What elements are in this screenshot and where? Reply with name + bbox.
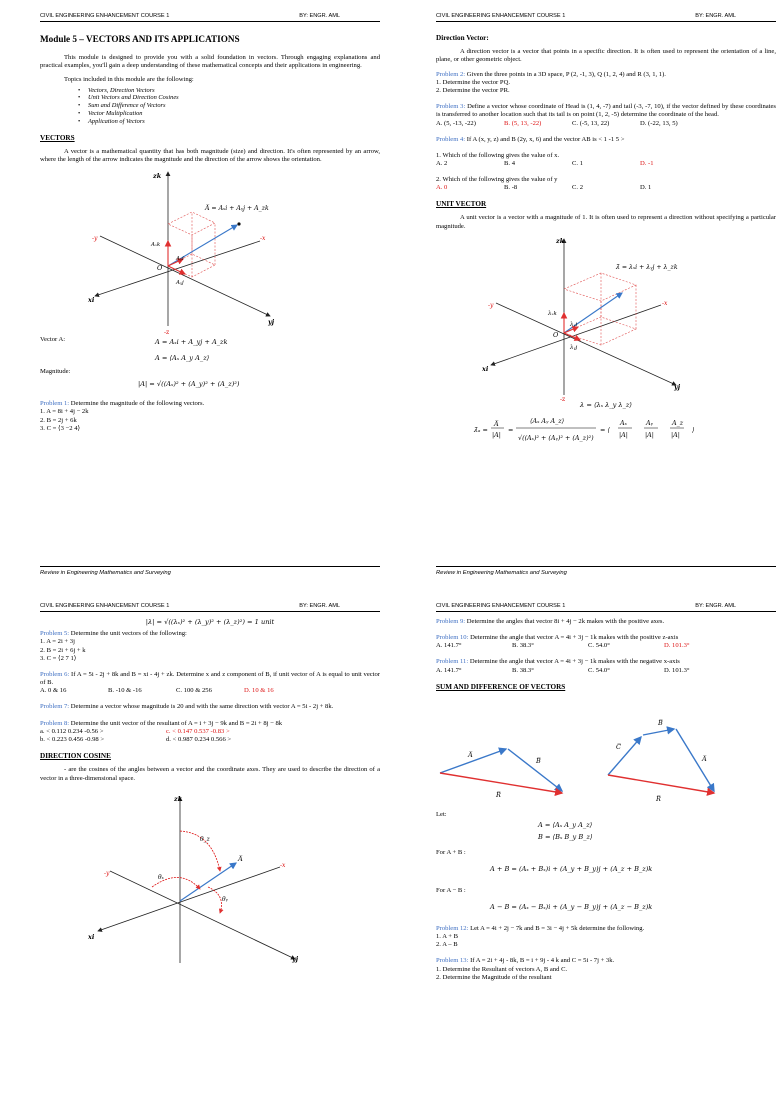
problem-text: If A = 2i + 4j - 8k, B = i + 9j - 4 k and C = 5i - 7j + 3k. (468, 957, 615, 965)
list-item: • Application of Vectors (88, 118, 380, 126)
intro-paragraph: This module is designed to provide you with a solid foundation in vectors. Through engaging explanations and practical examples, you'll gain a deep understanding of these mathematical concepts and their applications in engineering. (40, 54, 380, 70)
equation: A = ⟨Aₓ A_y A_z⟩ (155, 354, 210, 363)
svg-text:zk: zk (174, 794, 183, 803)
choice: A. 141.7° (436, 666, 462, 674)
problem-text: Determine a vector whose magnitude is 20 and with the same direction with vector A = 5i - 2j + 8k. (69, 703, 334, 711)
problem-text: Let A = 4i + 2j − 7k and B = 3i − 4j + 5k determine the following. (468, 924, 645, 932)
module-title: Module 5 – VECTORS AND ITS APPLICATIONS (40, 34, 240, 44)
page-1 (40, 10, 380, 576)
choice: B. -10 & -16 (108, 687, 142, 695)
problem-label: Problem 2: (436, 70, 466, 78)
svg-text:⟨Aₓ Aᵧ A_z⟩: ⟨Aₓ Aᵧ A_z⟩ (530, 417, 565, 426)
svg-text:=: = (508, 426, 514, 435)
list-item: 2. B = 2i + 6j + k (40, 646, 86, 654)
for-difference-label: For A − B : (436, 886, 466, 894)
vector-a-label: Vector A: (40, 336, 66, 344)
page-footer: Review in Engineering Mathematics and Surveying (436, 566, 776, 576)
choice: A. 0 & 16 (40, 687, 67, 695)
problem-text: If A (x, y, z) and B (2y, x, 6) and the vector AB is < 1 -1 5 > (465, 135, 625, 143)
section-heading-sum-difference: SUM AND DIFFERENCE OF VECTORS (436, 682, 566, 691)
choice: B. 4 (504, 160, 515, 168)
choice: A. 2 (436, 160, 448, 168)
choice-answer: A. 0 (436, 184, 448, 192)
page-footer: Review in Engineering Mathematics and Surveying (40, 566, 380, 576)
unit-vector-3d-diagram (436, 233, 776, 403)
svg-text:zk: zk (556, 236, 565, 245)
list-item: 1. A = 2i + 3j (40, 638, 75, 646)
equation: A − B = (Aₓ − Bₓ)i + (A_y − B_y)j + (A_z − B_z)k (490, 902, 653, 911)
problem-text: Determine the unit vectors of the following: (69, 630, 187, 638)
vectors-paragraph: A vector is a mathematical quantity that has both magnitude (size) and direction. It's often represented by an arrow, where the length of the arrow indicates the magnitude and the direction of the arrow shows the orientation. (40, 147, 380, 163)
list-item: • Unit Vectors and Direction Cosines (88, 94, 380, 102)
unit-paragraph: A unit vector is a vector with a magnitude of 1. It is often used to represent a direction without specifying a particular magnitude. (436, 214, 776, 230)
choices (436, 160, 776, 168)
choice: C. 54.0° (588, 666, 610, 674)
vector-a-equations (40, 336, 380, 400)
choice: D. 101.3° (664, 666, 690, 674)
page-2 (436, 10, 776, 576)
svg-text:R̅: R̅ (496, 790, 501, 799)
svg-text:|A|: |A| (645, 431, 654, 440)
svg-text:Aᵧi: Aᵧi (176, 256, 184, 263)
list-item: 2. Determine the vector PR. (436, 87, 510, 95)
svg-text:B̅: B̅ (658, 718, 663, 727)
list-item: • Vectors, Direction Vectors (88, 87, 380, 95)
vector-addition-diagrams (436, 697, 776, 807)
header-author: BY: ENGR. AML (299, 603, 340, 609)
list-item: 3. C = ⟨3 −2 4⟩ (40, 424, 81, 432)
list-item: 1. A = 8i + 4j − 2k (40, 408, 89, 416)
question: 2. Which of the following gives the value of y (436, 176, 558, 184)
topics-list (88, 87, 380, 126)
choice: B. -8 (504, 184, 518, 192)
header-course: CIVIL ENGINEERING ENHANCEMENT COURSE 1 (40, 603, 170, 609)
list-item: 2. A – B (436, 941, 458, 949)
svg-text:A̅: A̅ (468, 750, 473, 759)
choice: D. 1 (640, 184, 652, 192)
choices (40, 687, 380, 695)
svg-text:Aᵧ: Aᵧ (646, 419, 654, 428)
svg-text:B̅: B̅ (536, 756, 541, 765)
problem-label: Problem 4: (436, 135, 466, 143)
svg-text:θₓ: θₓ (158, 873, 164, 881)
header-author: BY: ENGR. AML (695, 603, 736, 609)
svg-text:xi: xi (88, 932, 95, 941)
svg-text:√((Aₓ)² + (Aᵧ)² + (A_z)²): √((Aₓ)² + (Aᵧ)² + (A_z)²) (518, 434, 594, 443)
svg-text:R̅: R̅ (656, 794, 661, 803)
equation: |λ| = √((λₓ)² + (λ_y)² + (λ_z)²) = 1 unit (145, 618, 275, 626)
svg-text:λₓk: λₓk (548, 310, 557, 317)
let-label: Let: (436, 810, 447, 818)
problem-label: Problem 3: (436, 103, 466, 111)
section-heading-direction: Direction Vector: (436, 34, 489, 42)
svg-text:λ̄ = λₓi + λᵧj + λ_zk: λ̄ = λₓi + λᵧj + λ_zk (616, 263, 678, 271)
page-header (436, 600, 776, 612)
choice: B. 38.3° (512, 666, 534, 674)
header-course: CIVIL ENGINEERING ENHANCEMENT COURSE 1 (40, 13, 170, 19)
choice: b. < 0.223 0.456 -0.98 > (40, 736, 105, 744)
equation: B = ⟨Bₓ B_y B_z⟩ (538, 832, 593, 841)
choice: A. 141.7° (436, 642, 462, 650)
page-header (40, 10, 380, 22)
problem-text: Determine the angle that vector A = 4i + 3j − 1k makes with the positive z-axis (468, 634, 679, 642)
list-item: • Sum and Difference of Vectors (88, 102, 380, 110)
choice: C. 54.0° (588, 642, 610, 650)
svg-text:Aᵧj: Aᵧj (176, 280, 184, 287)
choices (436, 120, 776, 128)
problem-label: Problem 9: (436, 618, 466, 625)
equation: λ = ⟨λₓ λ_y λ_z⟩ (580, 400, 632, 409)
svg-text:θ_z: θ_z (200, 835, 210, 843)
choices (436, 642, 776, 650)
svg-text:-y: -y (104, 869, 110, 877)
header-course: CIVIL ENGINEERING ENHANCEMENT COURSE 1 (436, 13, 566, 19)
problem-text: If A = 5i - 2j + 8k and B = xi - 4j + zk. Determine x and z component of B, if unit vector of A is equal to unit vector of B. (40, 671, 380, 687)
equation: A = Aₓi + A_yj + A_zk (155, 338, 228, 347)
choice-answer: c. < 0.147 0.537 -0.83 > (166, 727, 230, 735)
svg-text:Aₓ: Aₓ (620, 419, 627, 428)
choice-answer: D. 10 & 16 (244, 687, 274, 695)
choices (436, 667, 776, 675)
svg-text:= ⟨: = ⟨ (600, 426, 610, 435)
choice-answer: D. 101.3° (664, 642, 690, 650)
svg-text:yj: yj (292, 954, 299, 963)
choice: C. 2 (572, 184, 583, 192)
svg-text:⟩: ⟩ (692, 426, 695, 435)
page-header (436, 10, 776, 22)
problem-label: Problem 13: (436, 957, 469, 965)
cosine-paragraph: - are the cosines of the angles between a vector and the coordinate axes. They are used to describe the direction of a vector in a three-dimensional space. (40, 766, 380, 782)
choice: d. < 0.987 0.234 0.566 > (166, 736, 232, 744)
svg-text:yj: yj (268, 318, 275, 327)
equation: |A| = √((Aₓ)² + (A_y)² + (A_z)²) (138, 380, 240, 389)
svg-text:zk: zk (153, 172, 162, 181)
svg-text:A̅: A̅ (238, 854, 243, 863)
list-item: 2. B = 2j + 6k (40, 416, 77, 424)
for-sum-label: For A + B : (436, 848, 466, 856)
list-item: 2. Determine the Magnitude of the resultant (436, 973, 552, 981)
choice: A. (5, -13, -22) (436, 119, 476, 127)
problem-text: Determine the angles that vector 8i + 4j − 2k makes with the positive axes. (465, 618, 665, 625)
choice: D. (-22, 13, 5) (640, 119, 678, 127)
problem-label: Problem 6: (40, 671, 70, 679)
problem-text: Define a vector whose coordinate of Head is (1, 4, -7) and tail (-3, -7, 10), if the vector defined by these coordinates is transferred to another location such that its tail is on point (1, 2, -5) determine the coordinate of the head. (436, 103, 776, 119)
equation: A = ⟨Aₓ A_y A_z⟩ (538, 820, 593, 829)
list-item: • Vector Multiplication (88, 110, 380, 118)
svg-text:A_z: A_z (672, 419, 684, 428)
svg-text:A̅: A̅ (494, 420, 499, 429)
svg-text:A̅: A̅ (702, 754, 707, 763)
sum-difference-equations (436, 807, 776, 925)
list-item: 1. Determine the vector PQ. (436, 78, 510, 86)
choice-answer: D. -1 (640, 160, 654, 168)
problem-label: Problem 10: (436, 634, 469, 642)
choice-answer: B. (5, 13, -22) (504, 119, 542, 127)
svg-text:A̅ = Aₓi + Aᵧj + A_zk: A̅ = Aₓi + Aᵧj + A_zk (205, 205, 269, 213)
choices (40, 728, 380, 744)
svg-text:-z: -z (164, 329, 170, 337)
svg-text:|A|: |A| (671, 431, 680, 440)
question: 1. Which of the following gives the value of x. (436, 151, 560, 159)
page-3 (40, 600, 380, 1100)
list-item: 1. Determine the Resultant of vectors A, B and C. (436, 965, 568, 973)
header-author: BY: ENGR. AML (695, 13, 736, 19)
equation: A + B = (Aₓ + Bₓ)i + (A_y + B_y)j + (A_z + B_z)k (490, 864, 653, 873)
svg-text:-x: -x (260, 235, 266, 243)
magnitude-label: Magnitude: (40, 368, 71, 376)
problem-text: Determine the magnitude of the following vectors. (69, 400, 205, 408)
problem-label: Problem 11: (436, 658, 469, 666)
list-item: 3. C = ⟨2 7 1⟩ (40, 654, 77, 662)
svg-text:xi: xi (482, 364, 489, 373)
unit-vector-formula (436, 413, 776, 447)
svg-text:θᵧ: θᵧ (222, 895, 228, 903)
choice: C. (-5, 13, 22) (572, 119, 610, 127)
header-course: CIVIL ENGINEERING ENHANCEMENT COURSE 1 (436, 603, 566, 609)
svg-text:-z: -z (560, 395, 566, 403)
header-author: BY: ENGR. AML (299, 13, 340, 19)
direction-cosine-diagram (40, 791, 380, 961)
section-heading-unit-vector: UNIT VECTOR (436, 200, 487, 209)
problem-text: Determine the unit vector of the resultant of A = i + 3j − 9k and B = 2i + 8j − 8k (69, 719, 283, 727)
svg-text:Aₓk: Aₓk (151, 242, 161, 249)
svg-text:-y: -y (488, 301, 494, 309)
problem-label: Problem 5: (40, 630, 70, 638)
svg-text:O: O (157, 264, 163, 273)
direction-paragraph: A direction vector is a vector that points in a specific direction. It is often used to represent the orientation of a line, plane, or other geometric object. (436, 48, 776, 64)
svg-text:λᵧi: λᵧi (570, 321, 578, 328)
problem-label: Problem 1: (40, 400, 70, 408)
svg-text:-x: -x (662, 299, 668, 307)
svg-text:O: O (553, 330, 559, 339)
choice: C. 1 (572, 160, 583, 168)
vector-3d-diagram (40, 166, 380, 336)
svg-text:-x: -x (280, 861, 286, 869)
choices (436, 184, 776, 192)
svg-text:λᵧj: λᵧj (570, 344, 578, 351)
svg-text:|A|: |A| (619, 431, 628, 440)
section-heading-direction-cosine: DIRECTION COSINE (40, 752, 111, 761)
section-heading-vectors: VECTORS (40, 133, 75, 142)
problem-label: Problem 7: (40, 703, 70, 711)
svg-text:|A|: |A| (492, 431, 501, 440)
page-4 (436, 600, 776, 1100)
choice: B. 38.3° (512, 642, 534, 650)
svg-text:λ̄ₐ =: λ̄ₐ = (474, 426, 488, 435)
problem-text: Given the three points in a 3D space, P (2, -1, 3), Q (1, 2, 4) and R (3, 1, 1). (465, 70, 666, 78)
svg-text:C̅: C̅ (616, 742, 621, 751)
problem-text: Determine the angle that vector A = 4i + 3j − 1k makes with the negative x-axis (468, 658, 680, 666)
topics-heading: Topics included in this module are the following: (64, 76, 194, 84)
page-header (40, 600, 380, 612)
svg-text:xi: xi (88, 296, 95, 305)
list-item: 1. A + B (436, 933, 459, 941)
problem-label: Problem 8: (40, 719, 70, 727)
choice: C. 100 & 256 (176, 687, 212, 695)
problem-label: Problem 12: (436, 924, 469, 932)
svg-text:yj: yj (674, 382, 681, 391)
choice: a. < 0.112 0.234 -0.56 > (40, 727, 104, 735)
svg-text:-y: -y (92, 235, 98, 243)
